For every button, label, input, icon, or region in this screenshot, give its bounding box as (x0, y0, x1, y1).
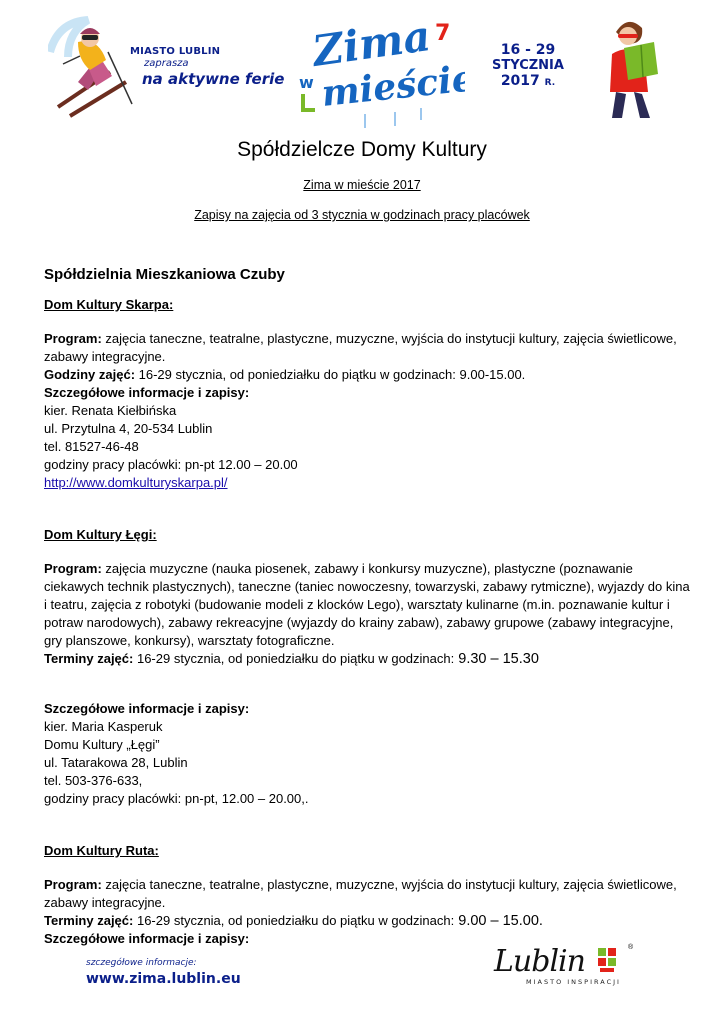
section-heading-ruta: Dom Kultury Ruta: (44, 843, 159, 858)
skarpa-hours: Godziny zajęć: 16-29 stycznia, od poniedziałku do piątku w godzinach: 9.00-15.00. (44, 367, 526, 382)
footer-info (86, 958, 241, 987)
dates-month: STYCZNIA (492, 58, 564, 73)
legi-phone: tel. 503-376-633, (44, 773, 143, 788)
subtitle-event: Zima w mieście 2017 (303, 178, 421, 192)
footer-url-link[interactable]: www.zima.lublin.eu (86, 971, 241, 987)
svg-text:mieście: mieście (319, 57, 465, 115)
skarpa-contact: kier. Renata Kiełbińska (44, 403, 177, 418)
registered-mark: ® (628, 944, 634, 951)
reading-girl-illustration-icon (598, 14, 668, 126)
section-heading-legi: Dom Kultury Łęgi: (44, 527, 157, 542)
skarpa-website-link[interactable]: http://www.domkulturyskarpa.pl/ (44, 475, 228, 490)
skier-illustration-icon (48, 12, 138, 122)
lublin-tagline: MIASTO INSPIRACJI (526, 978, 621, 986)
ruta-terms: Terminy zajęć: 16-29 stycznia, od poniedziałku do piątku w godzinach: 9.00 – 15.00. (44, 913, 543, 929)
ruta-program: Program: zajęcia taneczne, teatralne, plastyczne, muzyczne, wyjścia do instytucji kultury, zajęcia świetlicowe, zabawy integracyjne. (44, 877, 677, 910)
dates-r: R. (544, 78, 556, 88)
svg-text:w: w (299, 73, 314, 92)
ruta-info-label: Szczegółowe informacje i zapisy: (44, 931, 250, 946)
slogan: na aktywne ferie (142, 70, 285, 88)
skarpa-opening-hours: godziny pracy placówki: pn-pt 12.00 – 20.00 (44, 457, 298, 472)
campaign-banner (48, 12, 288, 122)
zima-w-miescie-logo (295, 14, 465, 132)
event-dates (478, 42, 578, 89)
cooperative-heading: Spółdzielnia Mieszkaniowa Czuby (44, 266, 285, 283)
legi-terms: Terminy zajęć: 16-29 stycznia, od poniedziałku do piątku w godzinach: 9.30 – 15.30 (44, 651, 539, 667)
skarpa-phone: tel. 81527-46-48 (44, 439, 139, 454)
subtitle-registration: Zapisy na zajęcia od 3 stycznia w godzinach pracy placówek (194, 208, 530, 222)
page-title: Spółdzielcze Domy Kultury (237, 138, 487, 161)
legi-address: ul. Tatarakowa 28, Lublin (44, 755, 188, 770)
footer-info-label: szczegółowe informacje: (86, 958, 197, 968)
skarpa-program: Program: zajęcia taneczne, teatralne, plastyczne, muzyczne, wyjścia do instytucji kultury, zajęcia świetlicowe, zabawy integracyjne. (44, 331, 677, 364)
legi-venue: Domu Kultury „Łęgi” (44, 737, 160, 752)
svg-text:7: 7 (435, 21, 451, 46)
dates-range: 16 - 29 (500, 42, 556, 58)
dates-year: 2017 (500, 73, 540, 89)
legi-contact: kier. Maria Kasperuk (44, 719, 163, 734)
skarpa-address: ul. Przytulna 4, 20-534 Lublin (44, 421, 213, 436)
legi-info-label: Szczegółowe informacje i zapisy: (44, 701, 250, 716)
lublin-wordmark: Lublin (494, 944, 585, 979)
svg-text:Zima: Zima (309, 14, 434, 76)
lublin-brand-logo (494, 944, 644, 990)
skarpa-info-label: Szczegółowe informacje i zapisy: (44, 385, 250, 400)
lublin-emblem-icon (596, 946, 626, 974)
document-body (44, 266, 694, 948)
legi-program: Program: zajęcia muzyczne (nauka piosenek, zabawy i konkursy muzyczne), plastyczne (poznawanie ciekawych technik plastycznych), taneczne (taniec nowoczesny, towarzyski, zabawy rytmiczne), wyjazdy do kina i teatru, zajęcia z robotyki (budowanie modeli z klocków Lego), warsztaty kulinarne (m.in. poznawanie kultur i potraw narodowych), zabawy rekreacyjne (wyjazdy do krainy zabaw), zabawy grupowe (zabawy integracyjne, gry planszowe, konkursy), warsztaty fotograficzne. (44, 561, 690, 648)
city-label: MIASTO LUBLIN (130, 46, 221, 57)
section-heading-skarpa: Dom Kultury Skarpa: (44, 297, 174, 312)
legi-opening-hours: godziny pracy placówki: pn-pt, 12.00 – 20.00,. (44, 791, 309, 806)
invites-label: zaprasza (144, 58, 189, 69)
